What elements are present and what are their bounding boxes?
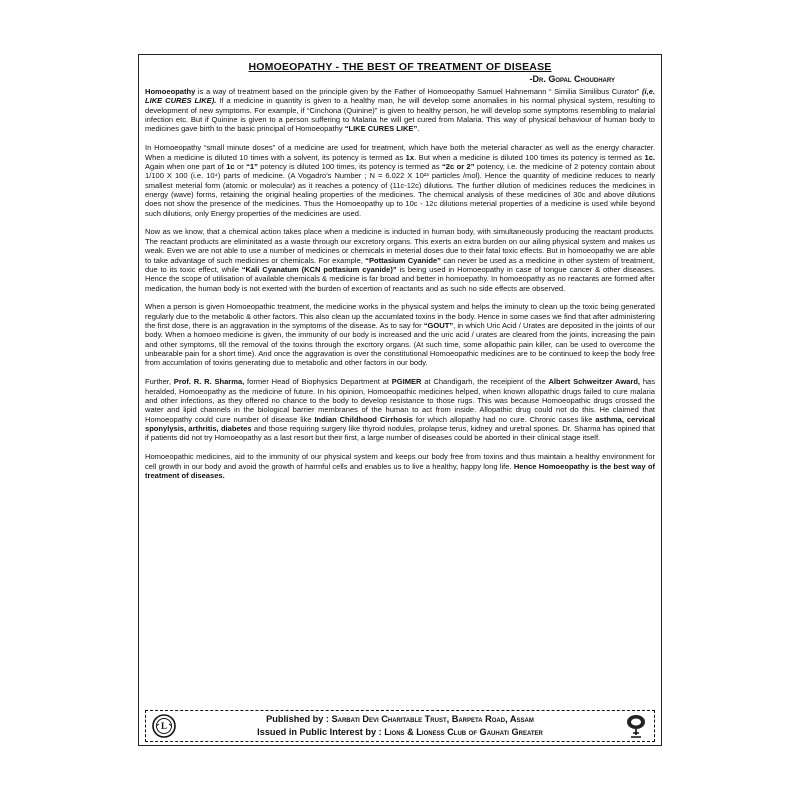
published-by-line: Published by : Sarbati Devi Charitable Trust, Barpeta Road, Assam <box>266 714 534 724</box>
lioness-club-emblem-icon <box>624 713 648 739</box>
paragraph-conclusion: Homoeopathic medicines, aid to the immunity of our physical system and keeps our body free from toxins and thus maintain a healthy environment for cell growth in our body and avoid the growth of harmful cells and enables us to live a healthy, happy long life. Hence Homoeopathy is the best way of treatment of diseases. <box>145 452 655 480</box>
article-body <box>145 87 655 490</box>
paragraph-potency: In Homoeopathy “small minute doses” of a medicine are used for treatment, which have both the meterial character as well as the energy character. When a medicine is diluted 10 times with a solvent, its potency is termed as 1x. But when a medicine is diluted 100 times its potency is termed as 1c. Again when one part of 1c or “1” potency is diluted 100 times, its potency is termed as “2c or 2” potency, i.e. the medicine of 2 potency contain about 1/100 X 100 (i.e. 10⁴) parts of medicine. (A Vogadro’s Number ; N = 6.022 X 10²³ particles /mol). Hence the quantity of medicine reduces to nearly smallest meterial form (atomic or molecular) as it reaches a potency of (11c-12c) dilutions. The further dilution of medicines reduces the medicines in energy (wave) forms, retaining the original healing properties of the medicines. The chemical analysis of these medicines of 30c and above dilutions does not show the presence of the medicines. Thus the Homoeopathy up to 10c - 12c dilutions meterial properties of a medicine is used while beyond such dilutions, only Energy properties of the medicines are used. <box>145 143 656 218</box>
leaflet-page <box>138 54 662 746</box>
svg-text:L: L <box>160 721 168 731</box>
paragraph-intro: Homoeopathy is a way of treatment based on the principle given by the Father of Homoeopathy Samuel Hahnemann “ Similia Similibus Curator” (i,e. LIKE CURES LIKE). If a medicine in quantity is given to a healthy man, he will develop some anomalies in his normal physical system, resulting to development of new symptoms. For example, if “Cinchona (Quinine)” is given to healthy person, he will develop some symptoms resembling to malarial infection etc. But if Quinine is given to a person suffering to Malaria he will get cured from Malaria. This way of physical behaviour of human body to medicines gave birth to the basic principal of Homoeopathy “LIKE CURES LIKE”. <box>145 87 655 134</box>
publisher-footer <box>145 710 655 742</box>
issued-by-line: Issued in Public Interest by : Lions & Lioness Club of Gauhati Greater <box>257 727 543 737</box>
paragraph-prof-sharma: Further, Prof. R. R. Sharma, former Head of Biophysics Department at PGIMER at Chandigarh, the receipient of the Albert Schweitzer Award, has heralded, Homoeopathy as the medicine of future. In his opinion, Homoeopathic medicines helped, when known allopathic drugs failed to cure malaria and other infections, as they offered no chance to the body to develop resistance to those rugs. This was because Homoeopathic drugs crossed the water and lipid channels in the biological barrier membranes of the human to act from inside. Allopathic drug could not do this. He claimed that Homoeopathy could cure number of disease like Indian Childhood Cirrhosis for which allopathy had no cure. Chronic cases like asthma, cervical sponylysis, arthritis, diabetes and those requiring surgery like thyroid nodules, prolapse terus, kidney and uretral spones. Dr. Sharma has opined that if patients did not try Homoeopathy as a last resort but their first, a large number of diseases could be aborted in their clinical stage itself. <box>145 377 655 443</box>
paragraph-chemical-action: Now as we know, that a chemical action takes place when a medicine is inducted in human body, with simultaneously producing the reactant products. The reactant products are eliminitated as a waste through our excretory organs. This exerts an extra burden on our ailing physical system and makes us weak. Even we are not able to use a number of medicines or chemicals in meterial doses due to their fatal toxic effects. But in homoeopathy we are able to take advantage of such medicines or chemicals. For example, “Pottasium Cyanide” can never be used as a medicine in other system of treatment, due to its toxic effect, while “Kali Cyanatum (KCN pottasium cyanide)” is being used in Homoeopathy in case of tongue cancer & other diseases. Hence the scope of utilisation of available chemicals & medicine is far broad and better in homoepathy. In homoeopathy as no reactants are formed after medication, the human body is not exerted with the burden of excertion of reactants and as such no side effects are observed. <box>145 227 655 293</box>
author-line: -Dr. Gopal Choudhary <box>529 74 615 84</box>
document-title: HOMOEOPATHY - THE BEST OF TREATMENT OF DISEASE <box>248 61 552 73</box>
paragraph-aggravation: When a person is given Homoeopathic treatment, the medicine works in the physical system and helps the iminuty to clean up the toxic being generated regularly due to the metabolic & other factors. This also clean up the accumlated toxins in the body. Hence in some cases we find that after administering the first dose, there is an aggravation in the symptoms of the disease. As to say for “GOUT”, in which Uric Acid / Urates are deposited in the joints of our body. When a homoeo medicine is given, the immunity of our body is increased and the uric acid / urates are cleared from the joints, increasing the pain and other symptoms, till the removal of the toxins through the excrtory organs. (At such time, some allopathic pain killer, can be used to overcome the unbearable pain for a short time). And once the aggravation is over the constitutional Homoeopathic medicines are to be continued to keep the body free from accumlation of toxins generating due to metabolic and other factors in our body. <box>145 302 655 368</box>
